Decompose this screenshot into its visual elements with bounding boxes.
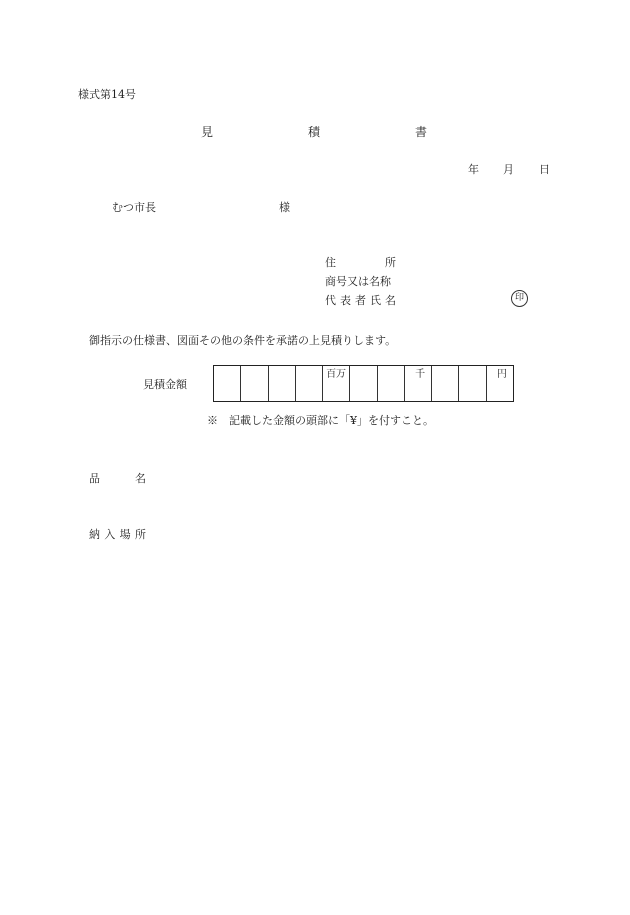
item-name-label [89, 470, 146, 486]
amount-digit-cell-million[interactable] [322, 366, 349, 401]
date-day-label: 日 [539, 163, 550, 176]
date-month-label: 月 [503, 163, 514, 176]
amount-digit-cell[interactable] [268, 366, 295, 401]
amount-digit-cell[interactable] [240, 366, 267, 401]
delivery-place-label [89, 526, 146, 542]
delivery-place-label-char: 入 [104, 528, 116, 541]
amount-digit-cell-thousand[interactable] [404, 366, 431, 401]
amount-grid [213, 365, 514, 402]
unit-thousand-label: 千 [415, 369, 426, 380]
representative-label-char: 者 [355, 294, 366, 307]
seal-mark: 印 [511, 290, 528, 307]
address-label-char: 所 [385, 256, 396, 269]
unit-million-label: 百万 [326, 369, 347, 380]
amount-digit-cell[interactable] [377, 366, 404, 401]
amount-digit-cell[interactable] [349, 366, 376, 401]
address-label-char: 住 [325, 256, 336, 269]
form-number: 様式第14号 [78, 88, 136, 101]
representative-label-char: 氏 [370, 294, 381, 307]
amount-digit-cell[interactable] [431, 366, 458, 401]
addressee-honorific: 様 [279, 201, 290, 214]
addressee-name: むつ市長 [112, 201, 156, 214]
delivery-place-label-char: 場 [119, 528, 131, 541]
representative-label-char: 代 [325, 294, 336, 307]
document-title [201, 123, 427, 140]
estimate-statement: 御指示の仕様書、図面その他の条件を承諾の上見積りします。 [89, 334, 397, 347]
representative-label [325, 292, 396, 308]
amount-label: 見積金額 [143, 378, 187, 391]
title-char: 書 [414, 125, 427, 139]
amount-digit-cell[interactable] [214, 366, 240, 401]
business-name-label: 商号又は名称 [325, 275, 391, 288]
amount-digit-cell-yen[interactable] [486, 366, 513, 401]
unit-yen-label: 円 [496, 369, 507, 380]
representative-label-char: 名 [385, 294, 396, 307]
representative-label-char: 表 [340, 294, 351, 307]
delivery-place-label-char: 納 [89, 528, 100, 541]
amount-digit-cell[interactable] [458, 366, 485, 401]
date-year-label: 年 [468, 163, 479, 176]
title-char: 積 [307, 125, 320, 139]
title-char: 見 [201, 125, 214, 139]
amount-note: ※ 記載した金額の頭部に「¥」を付すこと。 [207, 414, 434, 427]
delivery-place-label-char: 所 [134, 528, 146, 541]
item-name-label-char: 品 [89, 472, 100, 485]
address-label [325, 254, 396, 270]
item-name-label-char: 名 [135, 472, 146, 485]
amount-digit-cell[interactable] [295, 366, 322, 401]
